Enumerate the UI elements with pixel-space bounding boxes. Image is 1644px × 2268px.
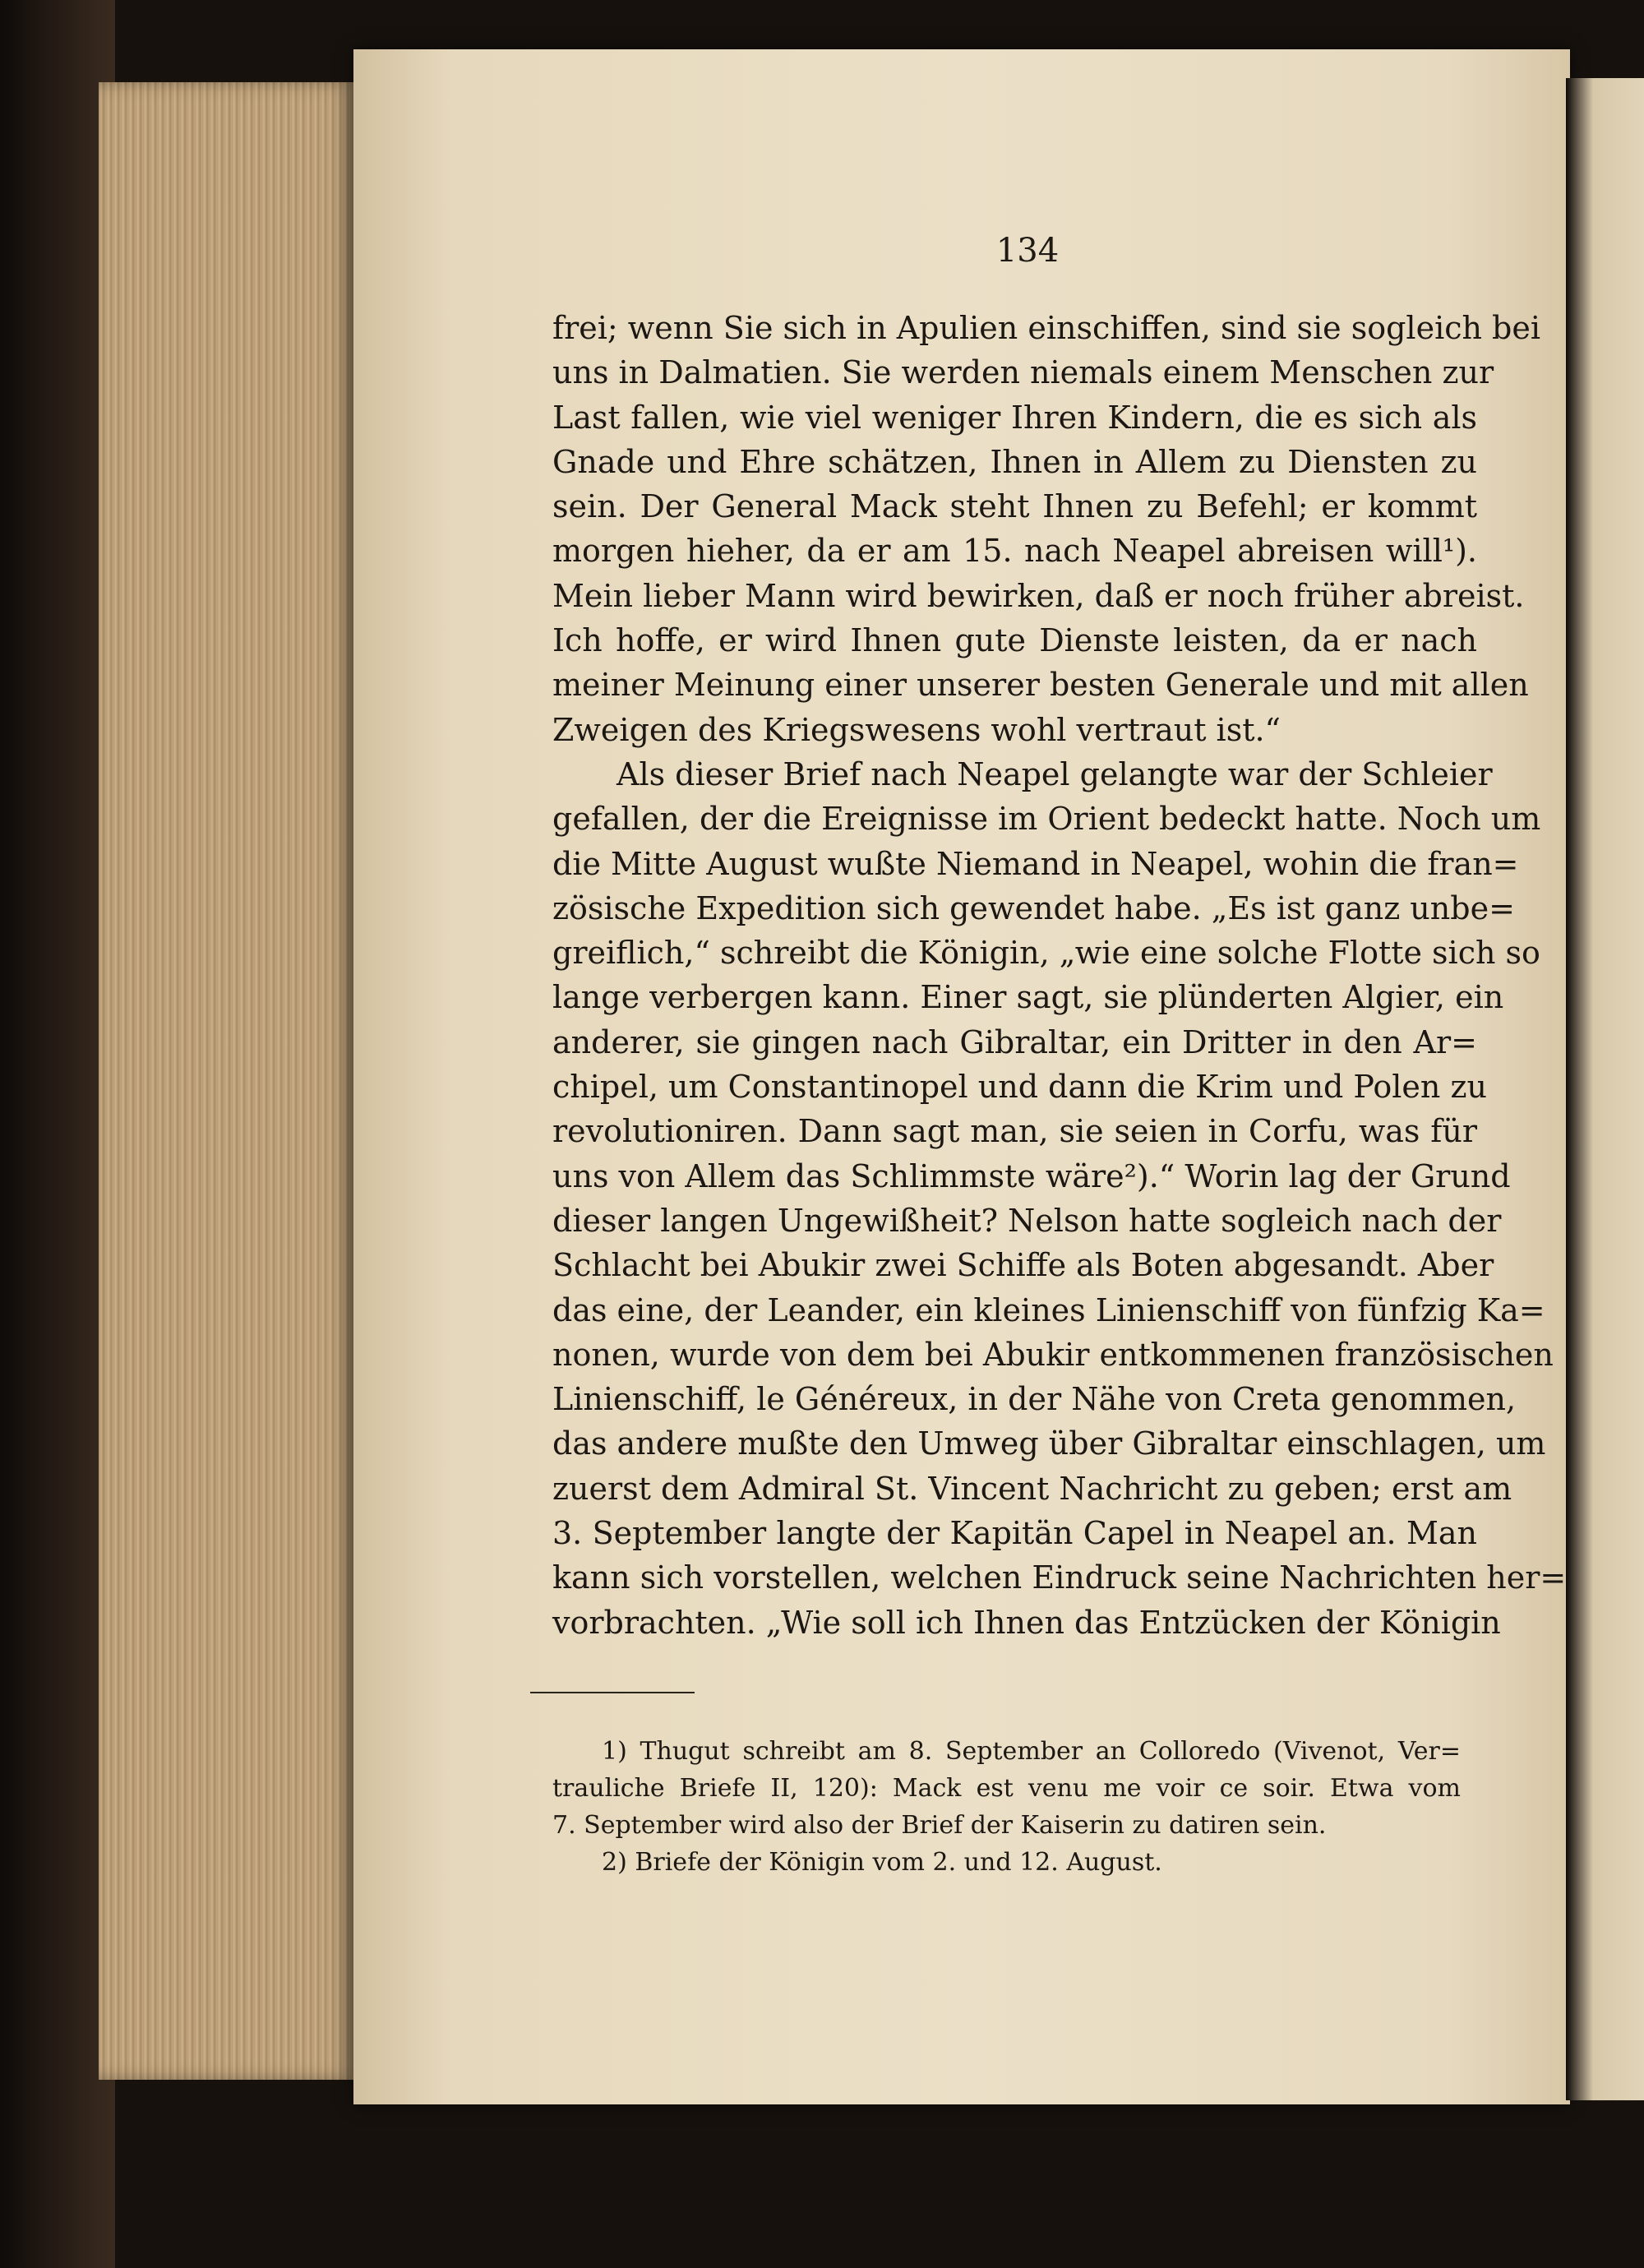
footnote-line: 1) Thugut schreibt am 8. September an Colloredo (Vivenot, Ver= bbox=[602, 1737, 1461, 1766]
text-line: zuerst dem Admiral St. Vincent Nachricht zu geben; erst am bbox=[552, 1470, 1512, 1507]
text-line: greiflich,“ schreibt die Königin, „wie eine solche Flotte sich so bbox=[552, 935, 1540, 972]
text-line: chipel, um Constantinopel und dann die Krim und Polen zu bbox=[552, 1069, 1487, 1106]
text-line: Schlacht bei Abukir zwei Schiffe als Boten abgesandt. Aber bbox=[552, 1247, 1494, 1284]
text-line: Linienschiff, le Généreux, in der Nähe von Creta genommen, bbox=[552, 1381, 1517, 1418]
text-line: das eine, der Leander, ein kleines Linienschiff von fünfzig Ka= bbox=[552, 1291, 1545, 1328]
text-line: frei; wenn Sie sich in Apulien einschiffen, sind sie sogleich bei bbox=[552, 310, 1541, 346]
footnotes bbox=[552, 1733, 1461, 1881]
text-line: sein. Der General Mack steht Ihnen zu Befehl; er kommt bbox=[552, 488, 1477, 525]
footnote-line: 7. September wird also der Brief der Kaiserin zu datiren sein. bbox=[552, 1811, 1327, 1840]
text-line: Als dieser Brief nach Neapel gelangte war der Schleier bbox=[616, 755, 1493, 792]
book-binding bbox=[0, 0, 115, 2268]
text-line: revolutioniren. Dann sagt man, sie seien in Corfu, was für bbox=[552, 1113, 1477, 1150]
text-line: Ich hoffe, er wird Ihnen gute Dienste leisten, da er nach bbox=[552, 622, 1477, 659]
text-line: meiner Meinung einer unserer besten Generale und mit allen bbox=[552, 667, 1529, 704]
text-line: Zweigen des Kriegswesens wohl vertraut ist.“ bbox=[552, 711, 1281, 748]
page-edges bbox=[99, 82, 353, 2080]
text-line: nonen, wurde von dem bei Abukir entkommenen französischen bbox=[552, 1336, 1554, 1373]
text-line: zösische Expedition sich gewendet habe. „Es ist ganz unbe= bbox=[552, 889, 1515, 926]
text-line: 3. September langte der Kapitän Capel in Neapel an. Man bbox=[552, 1515, 1477, 1552]
text-line: anderer, sie gingen nach Gibraltar, ein Dritter in den Ar= bbox=[552, 1023, 1477, 1060]
text-line: Gnade und Ehre schätzen, Ihnen in Allem zu Diensten zu bbox=[552, 443, 1477, 480]
text-line: uns von Allem das Schlimmste wäre²).“ Worin lag der Grund bbox=[552, 1157, 1511, 1194]
footnote-line: trauliche Briefe II, 120): Mack est venu me voir ce soir. Etwa vom bbox=[552, 1774, 1461, 1803]
text-line: vorbrachten. „Wie soll ich Ihnen das Entzücken der Königin bbox=[552, 1604, 1501, 1641]
text-line: kann sich vorstellen, welchen Eindruck seine Nachrichten her= bbox=[552, 1559, 1567, 1596]
body-text bbox=[552, 306, 1567, 1645]
text-line: lange verbergen kann. Einer sagt, sie plünderten Algier, ein bbox=[552, 979, 1504, 1016]
text-line: gefallen, der die Ereignisse im Orient bedeckt hatte. Noch um bbox=[552, 801, 1541, 838]
page-number: 134 bbox=[995, 232, 1060, 270]
footnote-divider bbox=[530, 1692, 695, 1693]
text-line: Mein lieber Mann wird bewirken, daß er noch früher abreist. bbox=[552, 577, 1525, 614]
text-line: morgen hieher, da er am 15. nach Neapel abreisen will¹). bbox=[552, 533, 1477, 570]
text-line: dieser langen Ungewißheit? Nelson hatte sogleich nach der bbox=[552, 1202, 1502, 1239]
text-line: uns in Dalmatien. Sie werden niemals einem Menschen zur bbox=[552, 354, 1494, 391]
facing-page-edge bbox=[1566, 78, 1644, 2100]
text-line: Last fallen, wie viel weniger Ihren Kindern, die es sich als bbox=[552, 399, 1477, 436]
footnote-line: 2) Briefe der Königin vom 2. und 12. August. bbox=[602, 1848, 1162, 1877]
text-line: die Mitte August wußte Niemand in Neapel, wohin die fran= bbox=[552, 845, 1519, 882]
text-line: das andere mußte den Umweg über Gibraltar einschlagen, um bbox=[552, 1425, 1546, 1462]
